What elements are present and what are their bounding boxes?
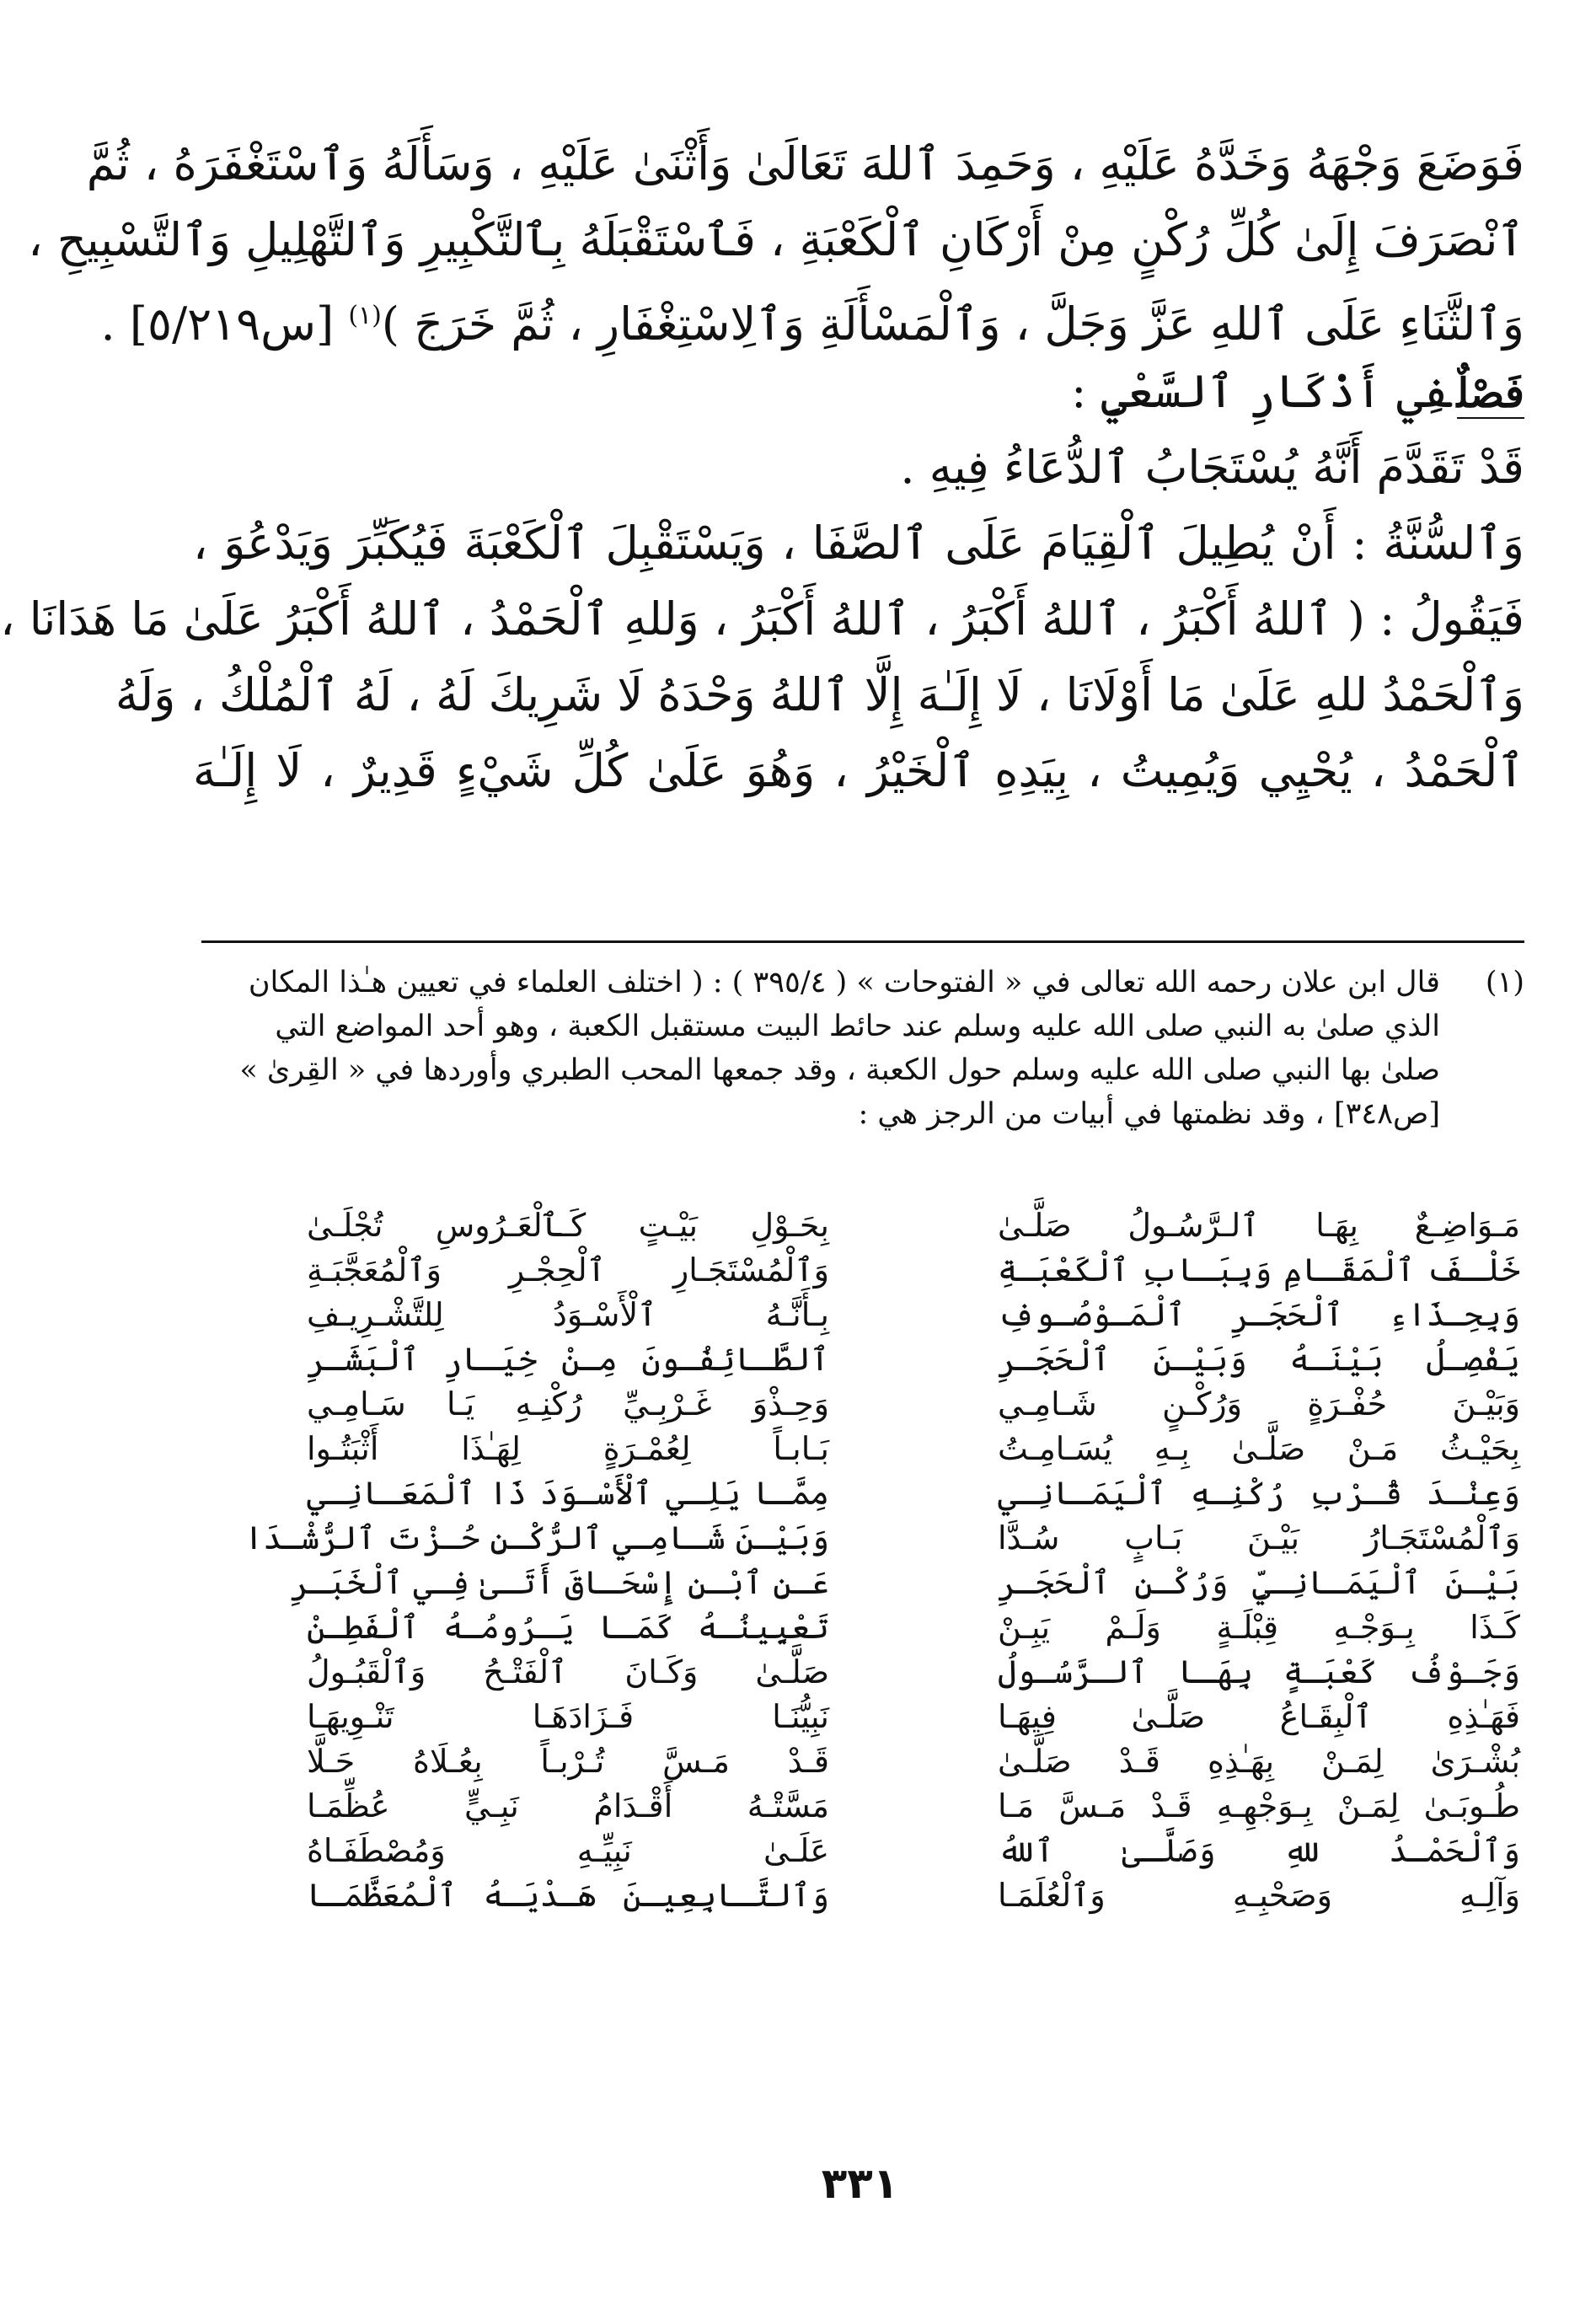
verse-first-hemistich: خَلْـفَ ٱلْمَقَـامِ وَبِبَـابِ ٱلْكَعْبَـةِ	[998, 1251, 1520, 1289]
footnote-line: قال ابن علان رحمه الله تعالى في « الفتوحات » ( ٣٩٥/٤ ) : ( اختلف العلماء في تعيين هـٰذا المكان	[248, 966, 1440, 999]
poem-verse	[206, 1203, 1520, 1248]
verse-second-hemistich: مِمَّـا يَلِـي ٱلْأَسْـوَدَ ذَا ٱلْمَعَـانِـي	[307, 1475, 829, 1512]
verse-first-hemistich: بُشْـرَىٰ لِمَـنْ بِهَـٰذِهِ قَـدْ صَلَّـىٰ	[998, 1743, 1520, 1780]
main-text-line: وَٱلسُّنَّةُ : أَنْ يُطِيلَ ٱلْقِيَامَ عَلَى ٱلصَّفَا ، وَيَسْتَقْبِلَ ٱلْكَعْبَةَ فَيُكَبِّرَ وَيَدْعُوَ ،	[193, 517, 1524, 570]
poem-verse	[206, 1471, 1520, 1516]
poem-verse	[206, 1561, 1520, 1605]
main-text-block	[0, 126, 1524, 809]
source-reference: [س٥/٢١٩] .	[100, 297, 349, 351]
verse-second-hemistich: بِحَـوْلِ بَيْـتٍ كَـٱلْعَـرُوسِ تُجْلَـىٰ	[307, 1207, 829, 1244]
verse-first-hemistich: بَيْـنَ ٱلْيَمَـانِـيِّ وَرُكْـنِ ٱلْحَجَـرِ	[998, 1564, 1520, 1601]
verse-first-hemistich: وَٱلْمُسْتَجَـارُ بَيْـنَ بَـابٍ سُـدَّا	[998, 1519, 1520, 1556]
poem-verse	[206, 1382, 1520, 1427]
main-text-line: ٱنْصَرَفَ إِلَىٰ كُلِّ رُكْنٍ مِنْ أَرْكَانِ ٱلْكَعْبَةِ ، فَٱسْتَقْبَلَهُ بِٱلتَّكْبِيرِ وَٱلتَّهْلِيلِ وَٱلتَّسْبِيحِ ،	[28, 213, 1524, 266]
poem-verse	[206, 1829, 1520, 1873]
poem-verse	[206, 1427, 1520, 1471]
fasl-heading-word: فَصْلٌ	[1456, 370, 1524, 417]
footnote-marker: (١)	[348, 301, 382, 330]
verse-first-hemistich: طُـوبَـىٰ لِمَـنْ بِـوَجْهِـهِ قَـدْ مَـسَّ مَـا	[998, 1787, 1520, 1824]
poem-verse	[206, 1784, 1520, 1829]
verse-first-hemistich: وَجَـوْفُ كَعْبَـةٍ بِهَـا ٱلـرَّسُـولُ	[998, 1653, 1520, 1690]
poem-block	[206, 1203, 1520, 1918]
poem-verse	[206, 1516, 1520, 1561]
verse-second-hemistich: وَبَيْـنَ شَـامِـي ٱلرُّكْـنِ حُـزْتَ ٱلرُّشْـدَا	[244, 1519, 829, 1556]
verse-first-hemistich: وَعِنْـدَ قُـرْبِ رُكْنِـهِ ٱلْيَمَـانِـي	[998, 1475, 1520, 1512]
verse-second-hemistich: مَسَّتْـهُ أَقْـدَامُ نَبِـيٍّ عُظِّمَـا	[307, 1787, 829, 1824]
verse-first-hemistich: بِحَيْـثُ مَـنْ صَلَّـىٰ بِـهِ يُسَـامِـتُ	[998, 1430, 1520, 1467]
poem-verse	[206, 1605, 1520, 1650]
main-text-line	[100, 278, 1524, 354]
poem-verse	[206, 1337, 1520, 1382]
main-text-segment: وَٱلثَّنَاءِ عَلَى ٱللهِ عَزَّ وَجَلَّ ، وَٱلْمَسْأَلَةِ وَٱلِاسْتِغْفَارِ ، ثُمَّ خَرَجَ )	[381, 297, 1524, 351]
poem-verse	[206, 1873, 1520, 1918]
verse-second-hemistich: قَـدْ مَـسَّ تُـرْبـاً بِعُـلَاهُ حَـلَّا	[307, 1743, 829, 1780]
footnote-line: [ص٣٤٨] ، وقد نظمتها في أبيات من الرجز هي :	[858, 1097, 1440, 1131]
page-number: ٣٣١	[821, 2159, 899, 2208]
main-text-line: قَدْ تَقَدَّمَ أَنَّهُ يُسْتَجَابُ ٱلدُّعَاءُ فِيهِ .	[900, 441, 1524, 494]
verse-first-hemistich: كَـذَا بِـوَجْـهِ قِبْلَـةٍ وَلَـمْ يَبِـنْ	[998, 1609, 1520, 1646]
footnote-divider	[201, 940, 1524, 943]
verse-second-hemistich: تَعْيِينُـهُ كَمَـا يَـرُومُـهُ ٱلْفَطِـنْ	[307, 1609, 829, 1646]
poem-verse	[206, 1695, 1520, 1739]
verse-second-hemistich: عَـنِ ٱبْـنِ إِسْحَـاقَ أَتَـىٰ فِـي ٱلْخَبَـرِ	[290, 1564, 829, 1601]
verse-second-hemistich: ٱلطَّـائِفُـونَ مِـنْ خِيَـارِ ٱلْبَشَـرِ	[307, 1341, 829, 1378]
footnote-line: الذي صلىٰ به النبي صلى الله عليه وسلم عند حائط البيت مستقبل الكعبة ، وهو أحد المواضع التي	[275, 1010, 1440, 1043]
section-heading	[193, 354, 1524, 430]
poem-verse	[206, 1739, 1520, 1784]
verse-first-hemistich: فَهَـٰذِهِ ٱلْبِقَـاعُ صَلَّـىٰ فِيهَـا	[998, 1698, 1520, 1735]
main-text-line: فَوَضَعَ وَجْهَهُ وَخَدَّهُ عَلَيْهِ ، وَحَمِدَ ٱللهَ تَعَالَىٰ وَأَثْنَىٰ عَلَيْهِ ، وَسَأَلَهُ وَٱسْتَغْفَرَهُ ، ثُمَّ	[86, 137, 1524, 190]
footnote-block	[193, 961, 1524, 1136]
verse-second-hemistich: بِـأَنَّـهُ ٱلْأَسْـوَدُ لِلتَّشْـرِيـفِ	[307, 1296, 829, 1333]
verse-second-hemistich: بَـابـاً لِعُمْـرَةٍ لِهَـٰذَا أَثْبَتُـوا	[307, 1430, 829, 1467]
verse-first-hemistich: وَآلِـهِ وَصَحْبِـهِ وَٱلْعُلَمَـا	[998, 1877, 1520, 1914]
verse-first-hemistich: وَبَيْـنَ حُفْـرَةٍ وَرُكْـنٍ شَـامِـي	[998, 1385, 1520, 1423]
verse-second-hemistich: وَٱلْمُسْتَجَـارِ ٱلْحِجْـرِ وَٱلْمُعَجَّبَـةِ	[307, 1251, 829, 1289]
main-text-line: ٱلْحَمْدُ ، يُحْيِي وَيُمِيتُ ، بِيَدِهِ ٱلْخَيْرُ ، وَهُوَ عَلَىٰ كُلِّ شَيْءٍ قَدِيرٌ ، لَا إِلَـٰهَ	[193, 744, 1524, 797]
verse-second-hemistich: وَٱلتَّـابِعِيـنَ هَـدْيَـهُ ٱلْمُعَظَّمَـا	[307, 1877, 829, 1914]
verse-first-hemistich: وَبِحِـذَاءِ ٱلْحَجَـرِ ٱلْمَـوْصُـوفِ	[998, 1296, 1520, 1333]
poem-verse	[206, 1248, 1520, 1293]
verse-first-hemistich: وَٱلْحَمْـدُ للهِ وَصَلَّـىٰ ٱللهُ	[998, 1832, 1520, 1869]
poem-verse	[206, 1293, 1520, 1337]
verse-first-hemistich: مَـوَاضِـعٌ بِهَـا ٱلـرَّسُـولُ صَلَّـىٰ	[998, 1207, 1520, 1244]
verse-second-hemistich: وَحِـذْوَ غَـرْبِـيِّ رُكْنِـهِ يَـا سَـامِـي	[307, 1385, 829, 1423]
main-text-line: وَٱلْحَمْدُ للهِ عَلَىٰ مَا أَوْلَانَا ، لَا إِلَـٰهَ إِلَّا ٱللهُ وَحْدَهُ لَا شَرِيكَ لَهُ ، لَهُ ٱلْمُلْكُ ، وَلَهُ	[115, 668, 1524, 721]
main-text-line: فَيَقُولُ : ( ٱللهُ أَكْبَرُ ، ٱللهُ أَكْبَرُ ، ٱللهُ أَكْبَرُ ، وَللهِ ٱلْحَمْدُ ، ٱللهُ أَكْبَرُ عَلَىٰ مَا هَدَانَا ،	[0, 592, 1524, 646]
footnote-line: صلىٰ بها النبي صلى الله عليه وسلم حول الكعبة ، وقد جمعها المحب الطبري وأوردها في « القِرىٰ »	[239, 1053, 1440, 1087]
verse-second-hemistich: صَلَّـىٰ وَكَـانَ ٱلْفَتْـحُ وَٱلْقَبُـولُ	[307, 1653, 829, 1690]
poem-verse	[206, 1650, 1520, 1695]
section-heading-title: فِي أَذْكَارِ ٱلسَّعْيِ :	[1071, 365, 1450, 418]
footnote-number: (١)	[1485, 966, 1524, 999]
verse-second-hemistich: عَلَـىٰ نَبِيِّـهِ وَمُصْطَفَـاهُ	[307, 1832, 829, 1869]
verse-second-hemistich: نَبِيُّنَـا فَـزَادَهَـا تَنْـوِيهَـا	[307, 1698, 829, 1735]
verse-first-hemistich: يَفْصِـلُ بَيْنَـهُ وَبَيْـنَ ٱلْحَجَـرِ	[998, 1341, 1520, 1378]
